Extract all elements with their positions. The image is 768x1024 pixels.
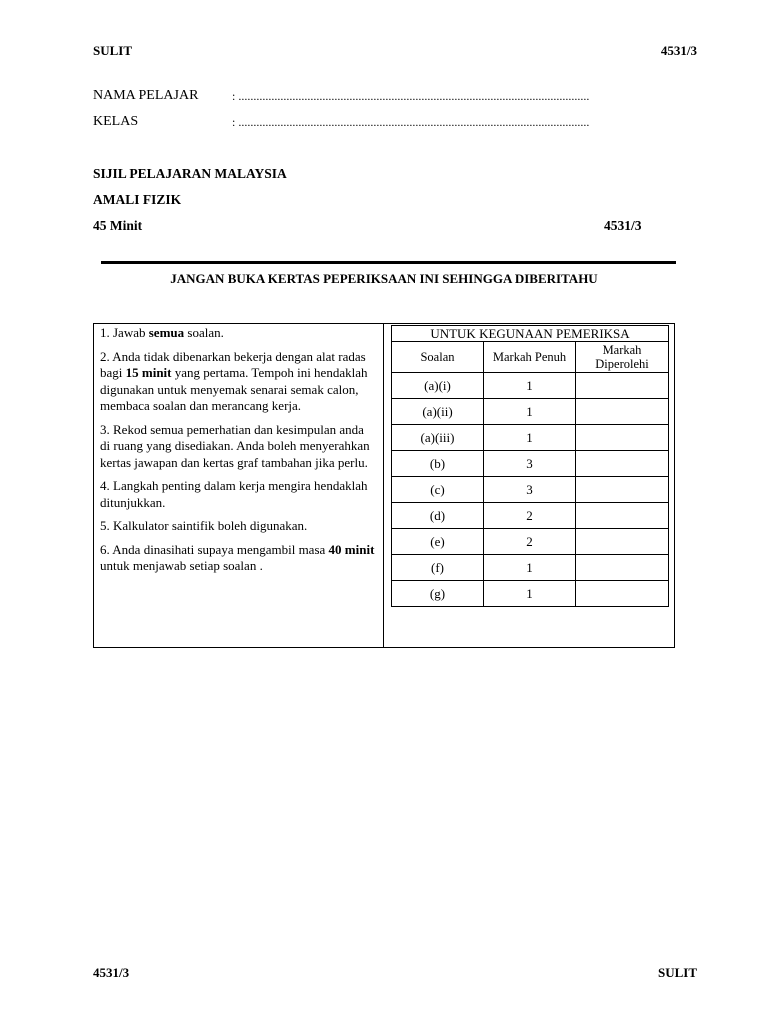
student-class-label: KELAS: [93, 114, 139, 129]
box-divider: [383, 323, 384, 648]
question-cell: (a)(ii): [392, 399, 484, 425]
full-marks-cell: 1: [484, 581, 576, 607]
col-header-full-marks: Markah Penuh: [484, 342, 576, 373]
exam-code: 4531/3: [604, 218, 642, 233]
instruction-3: 3. Rekod semua pemerhatian dan kesimpulan anda di ruang yang disediakan. Anda boleh menyerahkan kertas jawapan dan kertas graf tambahan jika perlu.: [100, 421, 370, 470]
instruction-4: 4. Langkah penting dalam kerja mengira hendaklah ditunjukkan.: [100, 478, 368, 510]
obtained-marks-cell[interactable]: [576, 581, 669, 607]
header-paper-code: 4531/3: [660, 43, 697, 58]
obtained-marks-cell[interactable]: [576, 451, 669, 477]
full-marks-cell: 2: [484, 529, 576, 555]
exam-duration: 45 Minit: [93, 218, 143, 233]
table-row: [392, 451, 669, 477]
full-marks-cell: 1: [484, 373, 576, 399]
header-classification: SULIT: [93, 43, 133, 58]
question-cell: (d): [392, 503, 484, 529]
table-row: [392, 425, 669, 451]
examiner-marks-table: [391, 325, 669, 607]
instruction-5: 5. Kalkulator saintifik boleh digunakan.: [100, 518, 308, 533]
question-cell: (e): [392, 529, 484, 555]
footer-classification: SULIT: [657, 965, 697, 980]
table-row: [392, 477, 669, 503]
student-name-label: NAMA PELAJAR: [93, 88, 199, 103]
instruction-2: 2. Anda tidak dibenarkan bekerja dengan alat radas bagi 15 minit yang pertama. Tempoh ini hendaklah digunakan untuk menyemak senarai semak calon, membaca soalan dan merancang kerja.: [100, 348, 368, 413]
instruction-6: 6. Anda dinasihati supaya mengambil masa 40 minit untuk menjawab setiap soalan .: [100, 541, 375, 573]
marks-table-caption: UNTUK KEGUNAAN PEMERIKSA: [392, 326, 669, 342]
certificate-title: SIJIL PELAJARAN MALAYSIA: [93, 166, 287, 181]
table-row: [392, 555, 669, 581]
question-cell: (a)(iii): [392, 425, 484, 451]
question-cell: (b): [392, 451, 484, 477]
full-marks-cell: 1: [484, 555, 576, 581]
exam-warning: JANGAN BUKA KERTAS PEPERIKSAAN INI SEHINGGA DIBERITAHU: [170, 271, 598, 286]
footer-paper-code: 4531/3: [93, 965, 130, 980]
table-row: [392, 399, 669, 425]
table-row: [392, 503, 669, 529]
table-row: [392, 529, 669, 555]
obtained-marks-cell[interactable]: [576, 555, 669, 581]
full-marks-cell: 2: [484, 503, 576, 529]
obtained-marks-cell[interactable]: [576, 477, 669, 503]
question-cell: (g): [392, 581, 484, 607]
table-row: [392, 373, 669, 399]
subject-title: AMALI FIZIK: [93, 192, 182, 207]
col-header-question: Soalan: [392, 342, 484, 373]
instruction-1: 1. Jawab semua soalan.: [100, 325, 224, 340]
full-marks-cell: 3: [484, 451, 576, 477]
col-header-obtained-marks: Markah Diperolehi: [576, 342, 669, 373]
obtained-marks-cell[interactable]: [576, 503, 669, 529]
full-marks-cell: 3: [484, 477, 576, 503]
obtained-marks-cell[interactable]: [576, 425, 669, 451]
student-name-field[interactable]: : .....................................................................................................................: [232, 89, 590, 103]
obtained-marks-cell[interactable]: [576, 373, 669, 399]
question-cell: (f): [392, 555, 484, 581]
full-marks-cell: 1: [484, 399, 576, 425]
question-cell: (a)(i): [392, 373, 484, 399]
instructions-list: [100, 325, 375, 582]
full-marks-cell: 1: [484, 425, 576, 451]
obtained-marks-cell[interactable]: [576, 399, 669, 425]
obtained-marks-cell[interactable]: [576, 529, 669, 555]
question-cell: (c): [392, 477, 484, 503]
separator-rule: [101, 261, 676, 264]
student-class-field[interactable]: : .....................................................................................................................: [232, 115, 590, 129]
table-row: [392, 581, 669, 607]
